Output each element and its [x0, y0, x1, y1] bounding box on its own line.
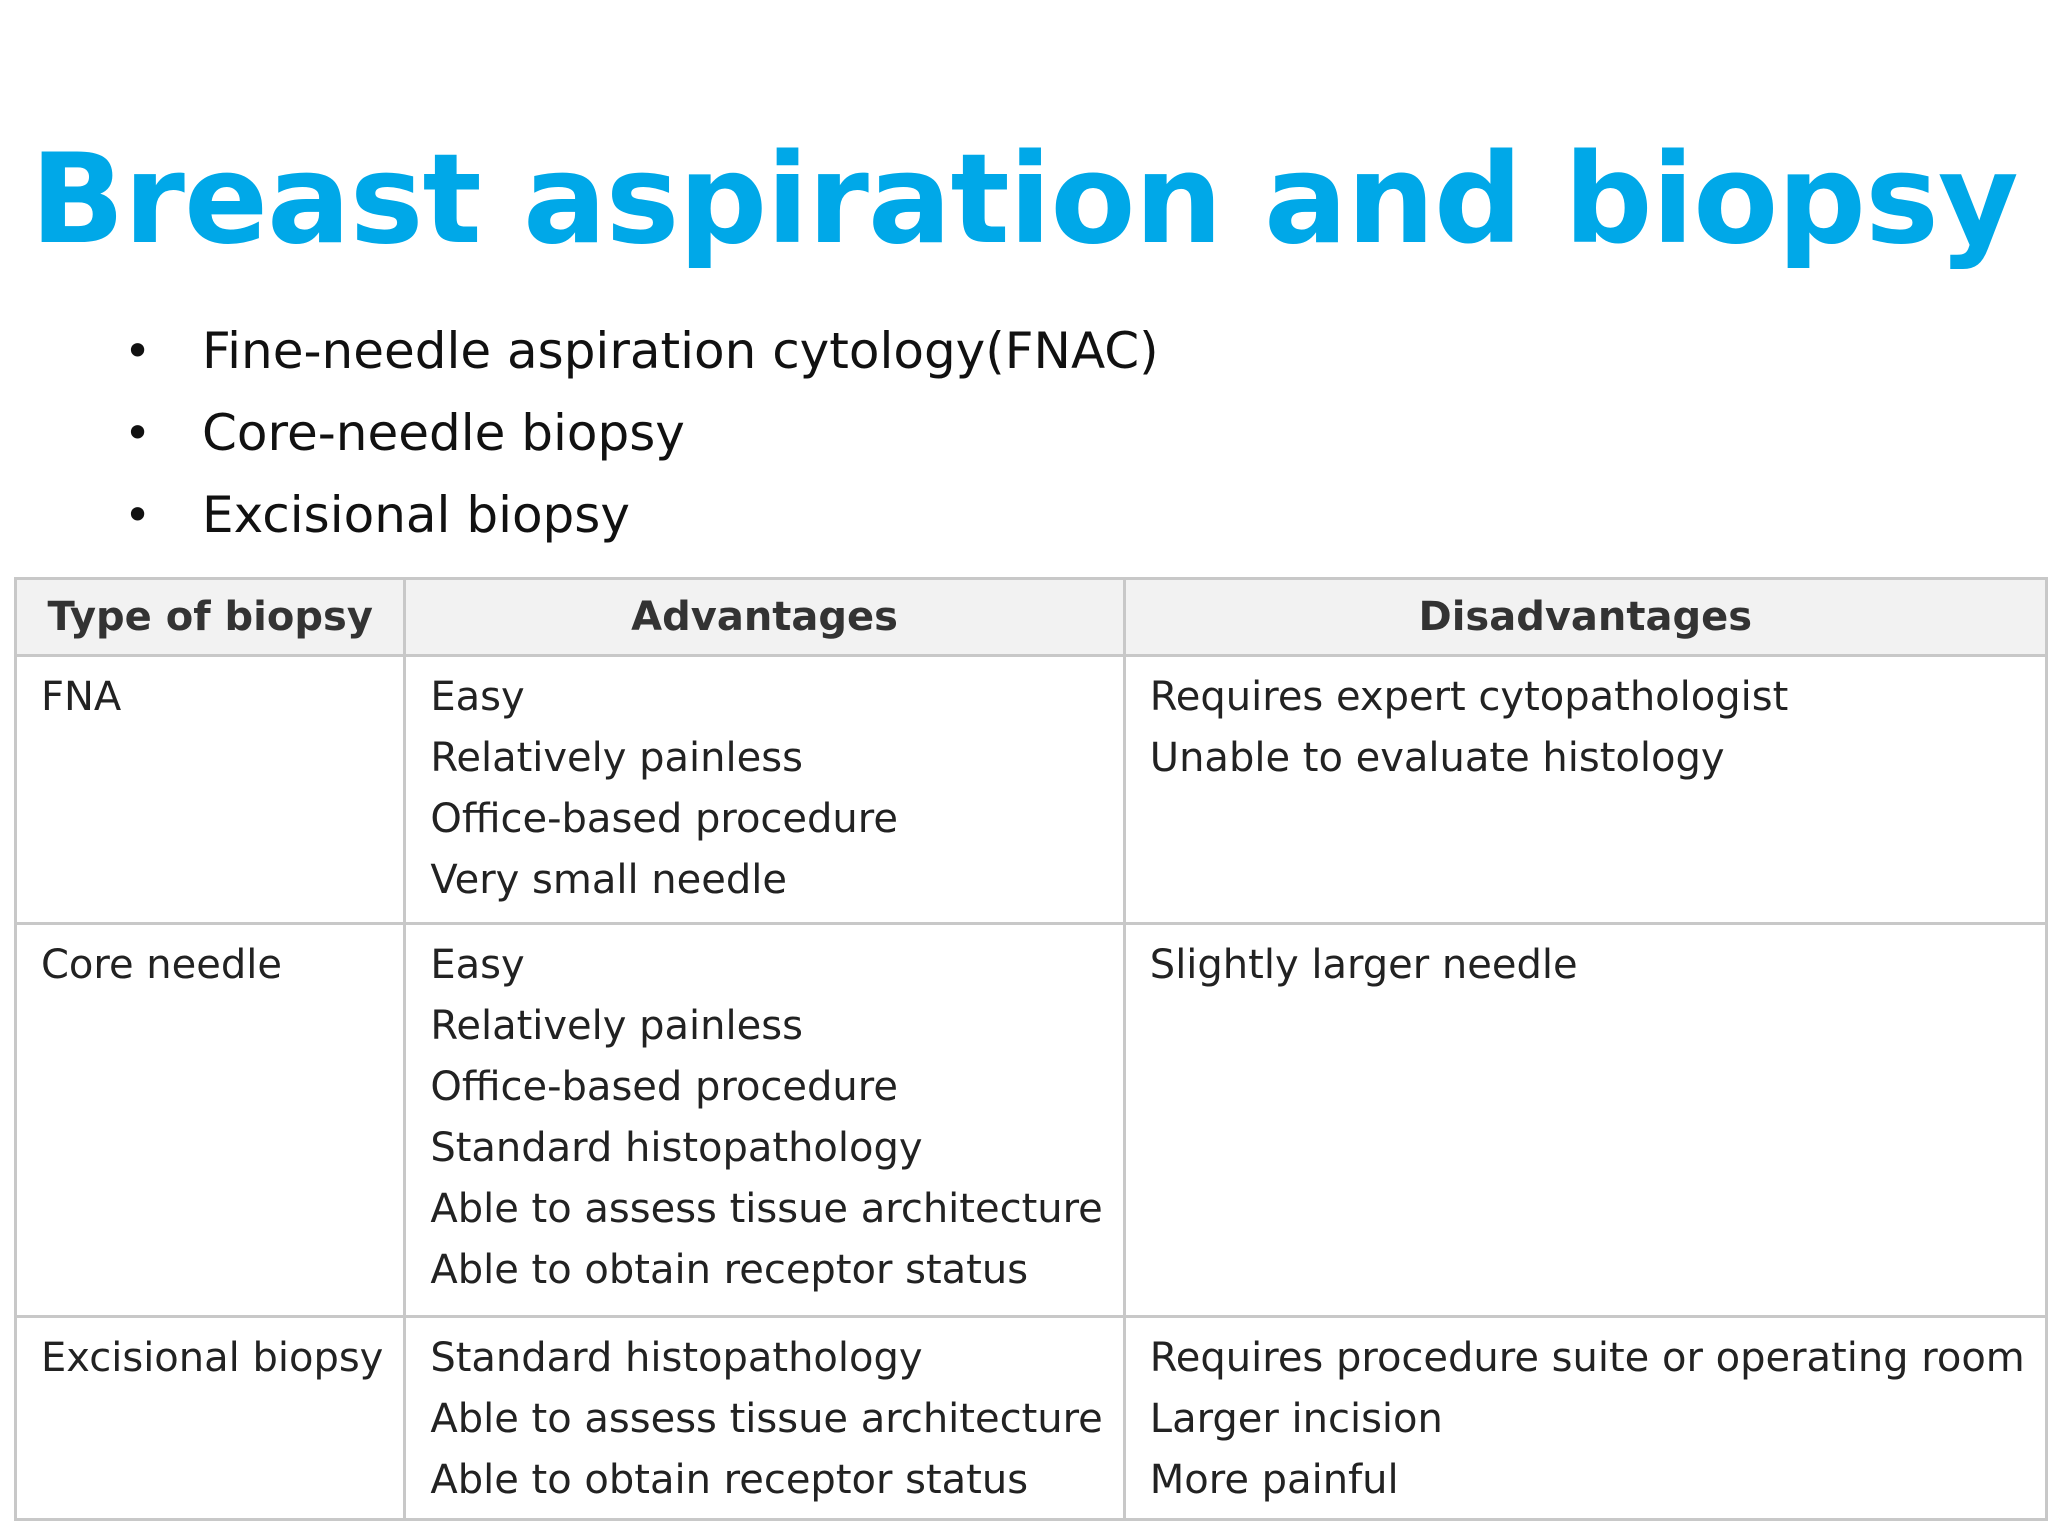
bullet-dot-icon: • — [124, 406, 152, 460]
cell-line: Standard histopathology — [430, 1125, 923, 1171]
cell-line: Relatively painless — [430, 1003, 803, 1049]
bullet-item — [118, 392, 1159, 474]
cell-line: Very small needle — [430, 857, 787, 903]
cell-line: Easy — [430, 942, 525, 988]
cell-advantages — [405, 924, 1124, 1317]
cell-line: Unable to evaluate histology — [1149, 735, 1725, 781]
slide-title: Breast aspiration and biopsy — [30, 128, 2018, 272]
cell-line: Office-based procedure — [430, 796, 898, 842]
header-type-of-biopsy: Type of biopsy — [16, 579, 405, 656]
cell-disadvantages — [1124, 924, 2046, 1317]
table-row — [16, 1317, 2047, 1520]
cell-line: Excisional biopsy — [41, 1335, 384, 1381]
table-row — [16, 924, 2047, 1317]
cell-type — [16, 924, 405, 1317]
bullet-dot-icon: • — [124, 324, 152, 378]
cell-advantages — [405, 656, 1124, 924]
bullet-item — [118, 310, 1159, 392]
cell-line: Able to obtain receptor status — [430, 1457, 1029, 1503]
cell-line: Requires procedure suite or operating room — [1149, 1335, 2025, 1381]
cell-disadvantages — [1124, 656, 2046, 924]
table-row — [16, 656, 2047, 924]
header-advantages: Advantages — [405, 579, 1124, 656]
cell-line: Requires expert cytopathologist — [1149, 674, 1789, 720]
cell-line: Easy — [430, 674, 525, 720]
cell-line: Relatively painless — [430, 735, 803, 781]
cell-disadvantages — [1124, 1317, 2046, 1520]
bullet-list — [118, 310, 1159, 556]
bullet-text: Core-needle biopsy — [202, 404, 685, 462]
bullet-text: Excisional biopsy — [202, 486, 630, 544]
cell-line: Able to assess tissue architecture — [430, 1186, 1103, 1232]
cell-line: Office-based procedure — [430, 1064, 898, 1110]
bullet-text: Fine-needle aspiration cytology(FNAC) — [202, 322, 1159, 380]
cell-line: Able to obtain receptor status — [430, 1247, 1029, 1293]
cell-line: More painful — [1149, 1457, 1399, 1503]
table-header-row — [16, 579, 2047, 656]
cell-line: FNA — [41, 674, 122, 720]
cell-line: Larger incision — [1149, 1396, 1443, 1442]
cell-line: Standard histopathology — [430, 1335, 923, 1381]
biopsy-comparison-table — [14, 577, 2048, 1521]
bullet-item — [118, 474, 1159, 556]
header-disadvantages: Disadvantages — [1124, 579, 2046, 656]
bullet-dot-icon: • — [124, 488, 152, 542]
cell-line: Slightly larger needle — [1149, 942, 1578, 988]
cell-line: Core needle — [41, 942, 282, 988]
cell-line: Able to assess tissue architecture — [430, 1396, 1103, 1442]
cell-type — [16, 1317, 405, 1520]
cell-advantages — [405, 1317, 1124, 1520]
cell-type — [16, 656, 405, 924]
